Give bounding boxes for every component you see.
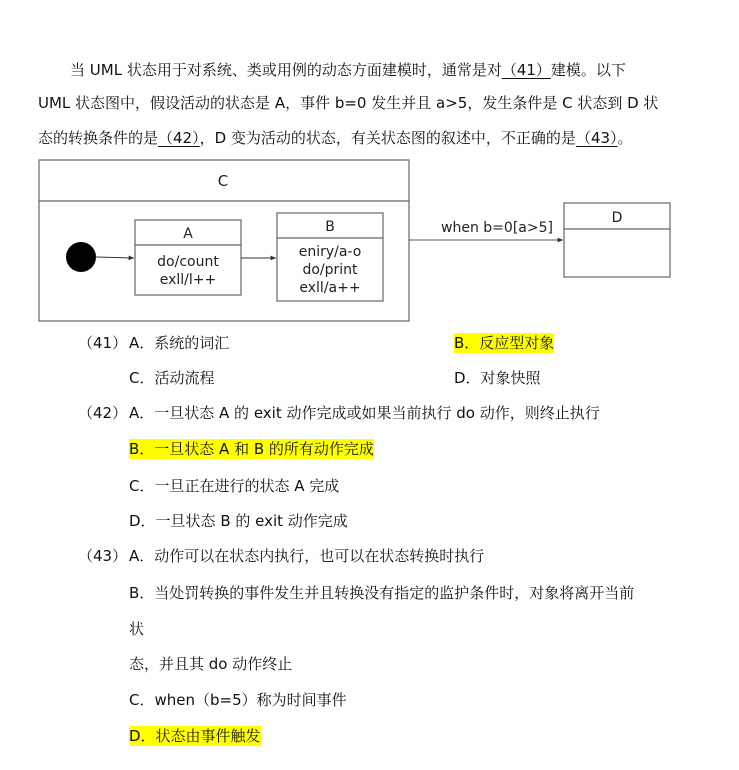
q43-option-c: C．when（b=5）称为时间事件 xyxy=(129,691,347,709)
blank-42: （42） xyxy=(158,129,200,147)
q42-option-a: A．一旦状态 A 的 exit 动作完成或如果当前执行 do 动作，则终止执行 xyxy=(129,404,600,422)
blank-43: （43） xyxy=(575,129,618,147)
question-line-2: UML 状态图中，假设活动的状态是 A，事件 b=0 发生并且 a>5，发生条件是 C 状态到 D 状 xyxy=(38,94,659,112)
question-line-3-post: 。 xyxy=(617,129,633,147)
initial-state-dot xyxy=(66,242,96,272)
state-d-name: D xyxy=(611,210,623,226)
q43-number: （43） xyxy=(78,547,128,565)
q43-option-b-line2: 状 xyxy=(129,620,145,638)
question-line-3-mid: ，D 变为活动的状态，有关状态图的叙述中，不正确的是 xyxy=(199,129,576,147)
state-diagram xyxy=(0,0,739,330)
state-a-action-exit: exll/l++ xyxy=(159,272,217,288)
q41-option-c: C．活动流程 xyxy=(129,369,215,387)
q42-number: （42） xyxy=(78,404,128,422)
transition-label: when b=0[a>5] xyxy=(441,220,553,236)
q41-number: （41） xyxy=(78,334,128,352)
state-a-action-do: do/count xyxy=(157,254,219,270)
state-b-name: B xyxy=(325,219,335,235)
composite-state-c-label: C xyxy=(217,172,229,190)
q41-option-a: A．系统的词汇 xyxy=(129,334,230,352)
q43-option-b-line1: B．当处罚转换的事件发生并且转换没有指定的监护条件时，对象将离开当前 xyxy=(129,584,635,602)
question-line-1-pre: 当 UML 状态用于对系统、类或用例的动态方面建模时，通常是对 xyxy=(70,61,502,79)
state-a-name: A xyxy=(183,226,193,242)
q42-option-b: B．一旦状态 A 和 B 的所有动作完成 xyxy=(129,440,374,458)
blank-41: （41） xyxy=(501,61,551,79)
q43-option-d: D．状态由事件触发 xyxy=(129,727,261,745)
state-b-action-entry: eniry/a-o xyxy=(298,244,362,260)
state-b-action-exit: exll/a++ xyxy=(299,280,361,296)
q41-option-d: D．对象快照 xyxy=(454,369,541,387)
q41-option-b: B．反应型对象 xyxy=(454,334,555,352)
q43-option-a: A．动作可以在状态内执行，也可以在状态转换时执行 xyxy=(129,547,485,565)
state-b-action-do: do/print xyxy=(302,262,358,278)
question-line-1-post: 建模。以下 xyxy=(550,61,626,79)
q42-option-d: D．一旦状态 B 的 exit 动作完成 xyxy=(129,512,348,530)
q42-option-c: C．一旦正在进行的状态 A 完成 xyxy=(129,477,340,495)
q43-option-b-line3: 态，并且其 do 动作终止 xyxy=(129,655,293,673)
question-line-3-pre: 态的转换条件的是 xyxy=(38,129,159,147)
